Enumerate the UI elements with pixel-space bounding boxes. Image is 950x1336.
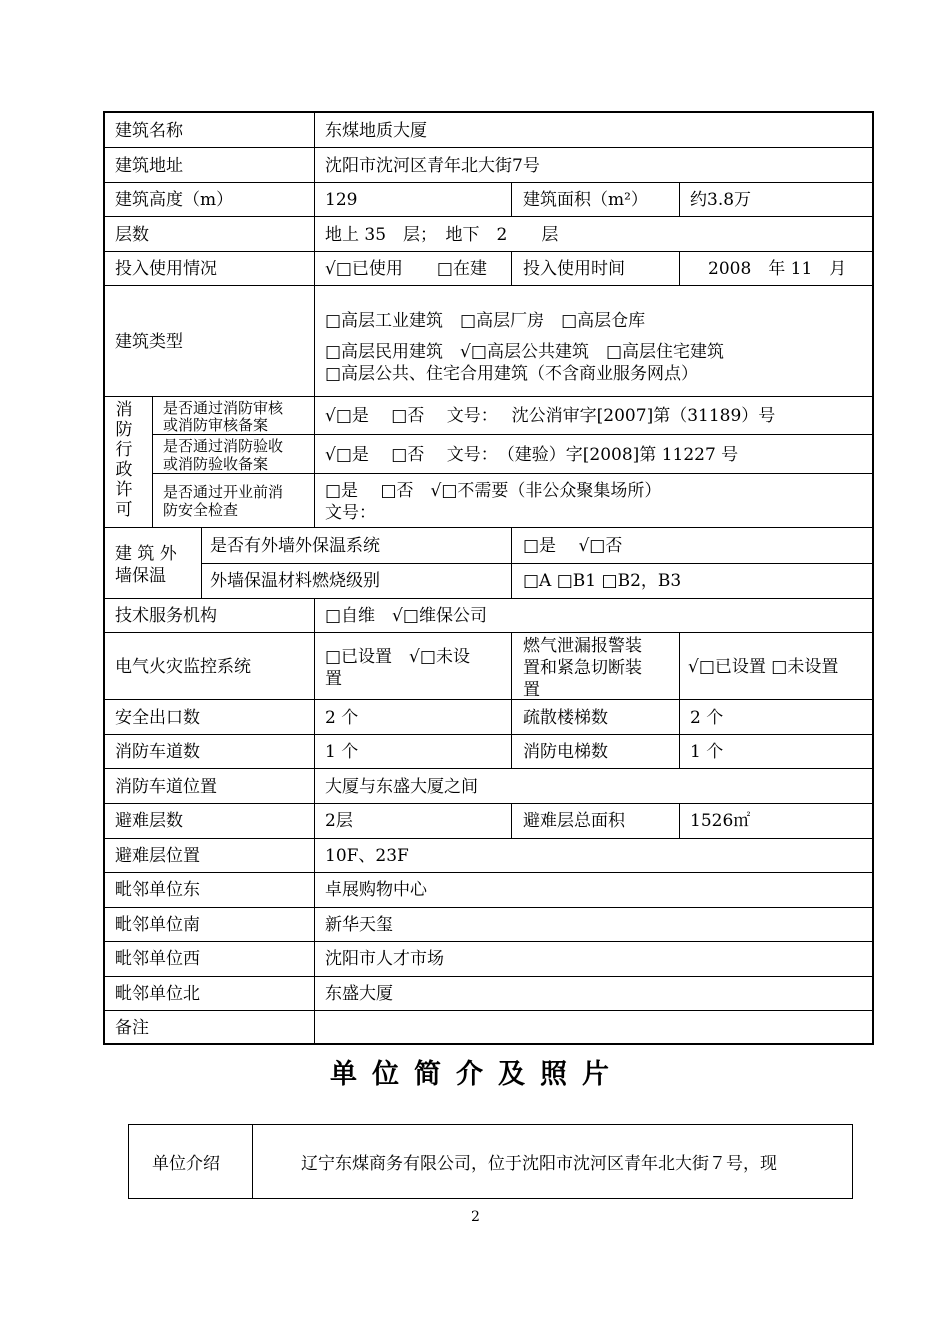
opening-question-1: 是否通过开业前消	[163, 483, 284, 501]
stairs-label: 疏散楼梯数	[523, 708, 608, 728]
neighbor-north-label: 毗邻单位北	[115, 984, 200, 1004]
fire-lanes-value: 1 个	[325, 742, 359, 762]
usage-time-label: 投入使用时间	[523, 259, 625, 279]
acceptance-question-1: 是否通过消防验收	[163, 437, 284, 455]
building-type-line-2: □高层民用建筑 √□高层公共建筑 □高层住宅建筑	[325, 342, 725, 362]
exits-value: 2 个	[325, 708, 359, 728]
remarks-label: 备注	[115, 1018, 149, 1038]
refuge-location-value: 10F、23F	[325, 846, 409, 866]
usage-label: 投入使用情况	[115, 259, 217, 279]
building-name-label: 建筑名称	[115, 121, 183, 141]
acceptance-answer: √□是 □否 文号： （建验）字[2008]第 11227 号	[325, 445, 739, 465]
review-answer: √□是 □否 文号： 沈公消审字[2007]第（31189）号	[325, 406, 776, 426]
electrical-value-1: □已设置 √□未设	[325, 647, 470, 667]
fire-elevators-value: 1 个	[690, 742, 724, 762]
usage-time-value: 2008 年 11 月	[708, 259, 847, 279]
neighbor-north-value: 东盛大厦	[325, 984, 393, 1004]
neighbor-east-value: 卓展购物中心	[325, 880, 427, 900]
fire-permit-label: 消防行政许可	[115, 400, 133, 520]
neighbor-west-value: 沈阳市人才市场	[325, 949, 444, 969]
insulation-label-1: 建 筑 外	[115, 544, 177, 564]
lane-location-label: 消防车道位置	[115, 777, 217, 797]
gas-label-3: 置	[523, 680, 540, 700]
height-value: 129	[325, 190, 358, 210]
lane-location-value: 大厦与东盛大厦之间	[325, 777, 478, 797]
refuge-floors-value: 2层	[325, 811, 353, 831]
building-name-value: 东煤地质大厦	[325, 121, 427, 141]
height-label: 建筑高度（m）	[115, 190, 234, 210]
floors-value: 地上 35 层； 地下 2 层	[325, 225, 559, 245]
refuge-area-label: 避难层总面积	[523, 811, 625, 831]
building-address-label: 建筑地址	[115, 156, 183, 176]
insulation-answer-2: □A □B1 □B2，B3	[523, 571, 682, 591]
fire-elevators-label: 消防电梯数	[523, 742, 608, 762]
area-label: 建筑面积（m²）	[523, 190, 648, 210]
building-type-line-1: □高层工业建筑 □高层厂房 □高层仓库	[325, 311, 646, 331]
acceptance-question-2: 或消防验收备案	[163, 455, 269, 473]
usage-value: √□已使用 □在建	[325, 259, 487, 279]
gas-label-2: 置和紧急切断装	[523, 658, 642, 678]
fire-lanes-label: 消防车道数	[115, 742, 200, 762]
stairs-value: 2 个	[690, 708, 724, 728]
building-address-value: 沈阳市沈河区青年北大街7号	[325, 156, 540, 176]
exits-label: 安全出口数	[115, 708, 200, 728]
electrical-label: 电气火灾监控系统	[115, 657, 251, 677]
electrical-value-2: 置	[325, 669, 342, 689]
opening-question-2: 防安全检查	[163, 501, 239, 519]
opening-answer: □是 □否 √□不需要（非公众聚集场所）	[325, 481, 662, 501]
gas-value: √□已设置 □未设置	[688, 657, 839, 677]
insulation-question-2: 外墙保温材料燃烧级别	[210, 571, 380, 591]
page-number: 2	[471, 1209, 480, 1225]
intro-label: 单位介绍	[152, 1154, 220, 1174]
refuge-area-value: 1526㎡	[690, 811, 751, 831]
tech-service-label: 技术服务机构	[115, 606, 217, 626]
section-heading: 单位简介及照片	[330, 1059, 624, 1090]
floors-label: 层数	[115, 225, 149, 245]
neighbor-south-label: 毗邻单位南	[115, 915, 200, 935]
review-question-2: 或消防审核备案	[163, 416, 269, 434]
gas-label-1: 燃气泄漏报警装	[523, 636, 642, 656]
neighbor-east-label: 毗邻单位东	[115, 880, 200, 900]
refuge-location-label: 避难层位置	[115, 846, 200, 866]
intro-text: 辽宁东煤商务有限公司，位于沈阳市沈河区青年北大街７号，现	[301, 1154, 777, 1174]
insulation-question-1: 是否有外墙外保温系统	[210, 536, 380, 556]
insulation-answer-1: □是 √□否	[523, 536, 623, 556]
building-type-line-3: □高层公共、住宅合用建筑（不含商业服务网点）	[325, 364, 699, 384]
review-question-1: 是否通过消防审核	[163, 399, 284, 417]
refuge-floors-label: 避难层数	[115, 811, 183, 831]
neighbor-south-value: 新华天玺	[325, 915, 393, 935]
opening-doc-number: 文号：	[325, 503, 376, 523]
insulation-label-2: 墙保温	[115, 566, 166, 586]
area-value: 约3.8万	[690, 190, 752, 210]
tech-service-value: □自维 √□维保公司	[325, 606, 487, 626]
neighbor-west-label: 毗邻单位西	[115, 949, 200, 969]
building-type-label: 建筑类型	[115, 332, 183, 352]
